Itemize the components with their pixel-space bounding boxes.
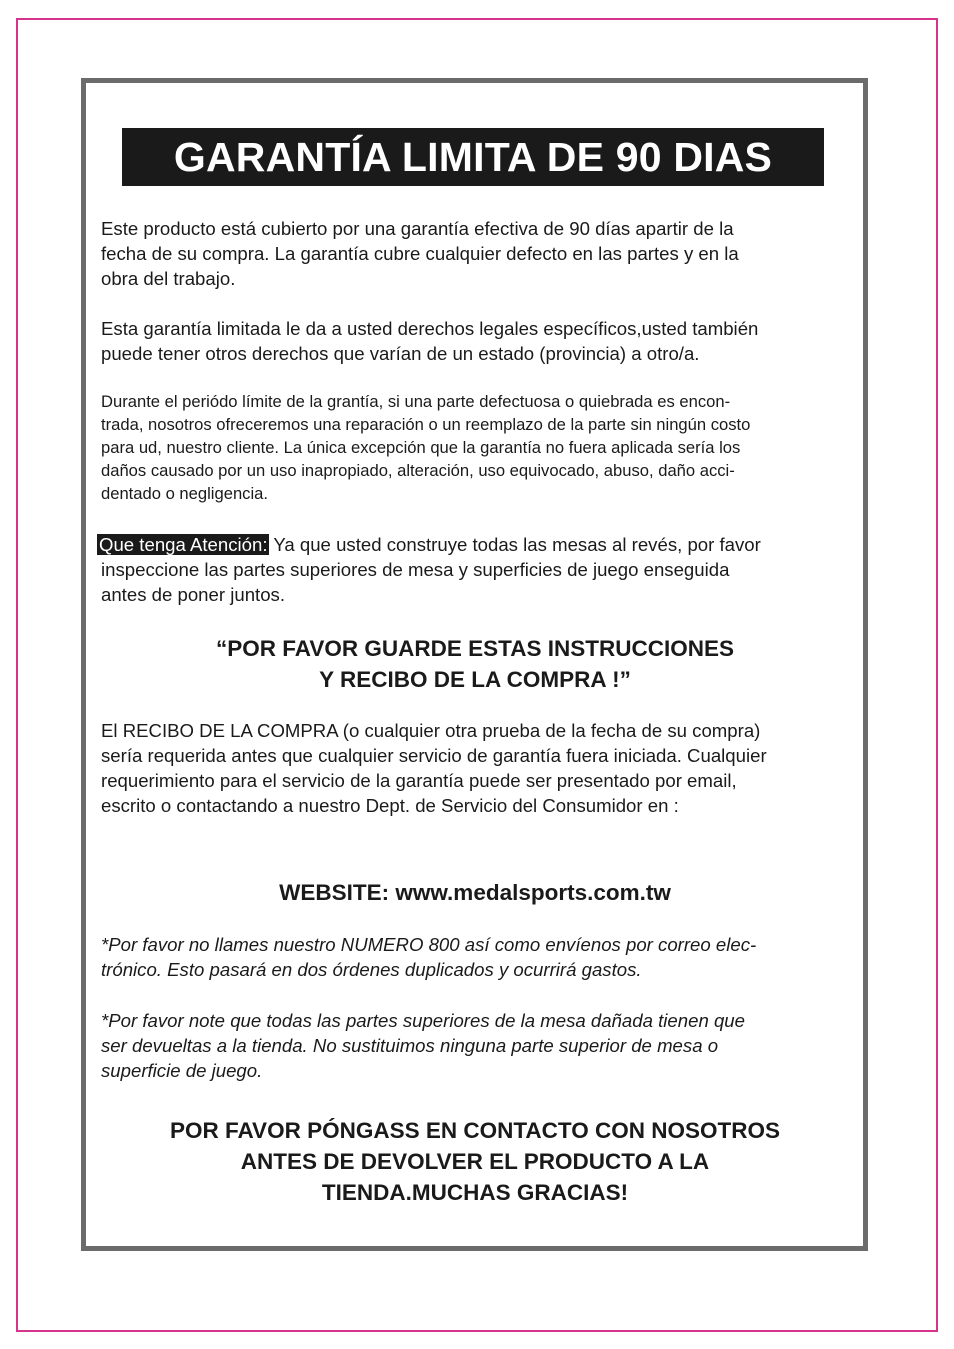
heading-line: Y RECIBO DE LA COMPRA !” [319,667,631,692]
closing-heading [84,1115,866,1208]
text-line: daños causado por un uso inapropiado, alteración, uso equivocado, abuso, daño acci- [101,461,735,480]
text-line: El RECIBO DE LA COMPRA (o cualquier otra prueba de la fecha de su compra) [101,720,761,741]
attention-paragraph [101,532,861,607]
heading-line: POR FAVOR PÓNGASS EN CONTACTO CON NOSOTROS [169,1118,781,1143]
text-line: sería requerida antes que cualquier servicio de garantía fuera iniciada. Cualquier [101,745,767,766]
save-instructions-heading [84,633,866,695]
text-line: Durante el periódo límite de la grantía, si una parte defectuosa o quiebrada es encon- [101,392,731,411]
text-line: Esta garantía limitada le da a usted derechos legales específicos,usted también [101,318,759,339]
text-line: puede tener otros derechos que varían de un estado (provincia) a otro/a. [101,343,700,364]
intro-paragraph [101,216,861,291]
text-line: Este producto está cubierto por una garantía efectiva de 90 días apartir de la [101,218,734,239]
rights-paragraph [101,316,861,366]
text-line: ser devueltas a la tienda. No sustituimos ninguna parte superior de mesa o [101,1035,719,1056]
text-line: *Por favor note que todas las partes superiores de la mesa dañada tienen que [101,1010,745,1031]
text-line: fecha de su compra. La garantía cubre cualquier defecto en las partes y en la [101,243,739,264]
text-line: trada, nosotros ofreceremos una reparación o un reemplazo de la parte sin ningún costo [101,415,751,434]
website-link[interactable]: WEBSITE: www.medalsports.com.tw [279,880,671,905]
return-note [101,1008,861,1083]
text-line: superficie de juego. [101,1060,263,1081]
text-line: requerimiento para el servicio de la garantía puede ser presentado por email, [101,770,737,791]
heading-line: TIENDA.MUCHAS GRACIAS! [321,1180,629,1205]
coverage-paragraph [101,390,861,505]
text-line: antes de poner juntos. [101,584,286,605]
text-line: escrito o contactando a nuestro Dept. de Servicio del Consumidor en : [101,795,679,816]
heading-line: “POR FAVOR GUARDE ESTAS INSTRUCCIONES [216,636,734,661]
text-line: trónico. Esto pasará en dos órdenes duplicados y ocurrirá gastos. [101,959,642,980]
receipt-paragraph [101,718,861,818]
text-line: Ya que usted construye todas las mesas al revés, por favor [268,534,761,555]
text-line: dentado o negligencia. [101,484,268,503]
text-line: para ud, nuestro cliente. La única excepción que la garantía no fuera aplicada sería los [101,438,741,457]
phone-note [101,932,861,982]
attention-label: Que tenga Atención: [99,534,268,555]
text-line: *Por favor no llames nuestro NUMERO 800 así como envíenos por correo elec- [101,934,757,955]
page-title: GARANTÍA LIMITA DE 90 DIAS [122,128,824,186]
text-line: inspeccione las partes superiores de mesa y superficies de juego enseguida [101,559,730,580]
text-line: obra del trabajo. [101,268,236,289]
website-heading [84,878,866,908]
heading-line: ANTES DE DEVOLVER EL PRODUCTO A LA [240,1149,710,1174]
